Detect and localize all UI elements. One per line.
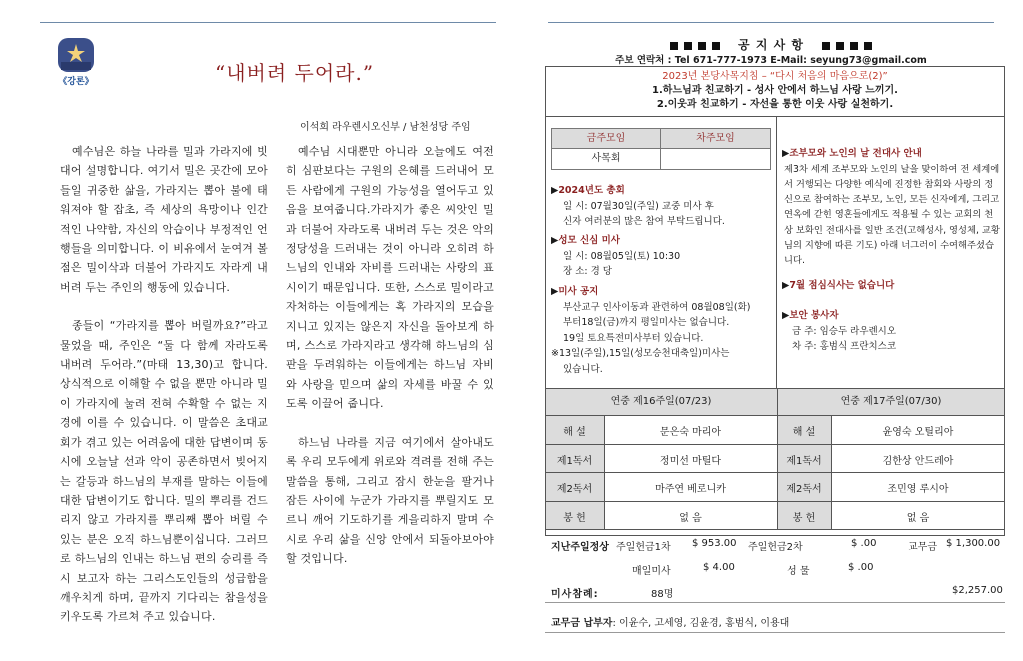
divider xyxy=(776,116,777,388)
notice-line: 차 주: 홍범식 프란치스코 xyxy=(792,341,897,352)
paragraph: 하느님 나라를 지금 여기에서 살아내도록 우리 모두에게 위로와 격려를 전해 주는 말씀을 통해, 그리고 잠시 한눈을 팔거나 잠든 사이에 누군가 가라지를 뿌릴지도 모르니 깨어 기도하기를 게을리하지 말며 수시로 우리 삶을 신앙 안에서 되돌아보아야 할 것입니다. xyxy=(286,435,494,566)
notice-heading: 미사 공지 xyxy=(558,286,599,297)
roster-name: 마주연 베로니카 xyxy=(655,484,726,495)
role-label: 해 설 xyxy=(792,427,816,438)
homily-badge xyxy=(55,36,97,90)
notice-heading: 2024년도 총회 xyxy=(558,185,625,196)
roster-name: 조민영 루시아 xyxy=(887,484,949,495)
offering1-label: 주일헌금1차 xyxy=(616,542,671,553)
badge-label: 《강론》 xyxy=(58,77,94,87)
notice-line: ※13일(주일),15일(성모승천대축일)미사는 xyxy=(551,348,730,359)
offering2-value: $ .00 xyxy=(851,538,877,549)
meeting-header: 차주모임 xyxy=(661,129,770,149)
notice-title: 공 지 사 항 xyxy=(738,38,804,52)
goods-value: $ .00 xyxy=(848,562,874,573)
meeting-header: 금주모임 xyxy=(552,129,661,149)
donors-list: : 이윤수, 고세영, 김윤경, 홍범식, 이용대 xyxy=(612,618,790,629)
meeting-table xyxy=(551,128,771,170)
notice-heading: 보안 봉사자 xyxy=(789,310,839,321)
notice-heading: 조부모와 노인의 날 전대사 안내 xyxy=(789,148,922,159)
role-label: 제1독서 xyxy=(786,456,822,467)
paragraph: 종들이 “가라지를 뽑아 버릴까요?”라고 물었을 때, 주인은 “둘 다 함께 자라도록 내버려 두어라.”(마태 13,30)고 합니다. 상식적으로 이해할 수 없을 뿐만 아니라 밀이 가라지에 눌려 전혀 수확할 수 없는 지경에 이를 수 있습니다. 이 말씀은 초대교회가 겪고 있는 어려움에 대한 답변이며 동시에 오늘날 선과 악이 공존하면서 빚어지는 갈등과 하느님의 부재를 말하는 이들에 대한 답변이기도 합니다. 밀의 뿌리를 건드리지 않고 가라지를 뿌리째 뽑아 버릴 수 있는 분은 오직 하느님뿐이십니다. 그러므로 하느님의 인내는 하느님 편의 승리를 즉시 보고자 하는 그리스도인들의 성급함을 깨우치게 하며, 끝까지 기다리는 참을성을 키우도록 가르쳐 주고 있습니다. xyxy=(60,319,268,624)
role-label: 제2독서 xyxy=(786,484,822,495)
attendance-label: 미사참례: xyxy=(551,589,599,600)
total-value: $2,257.00 xyxy=(952,585,1003,596)
notice-line: 금 주: 임승두 라우렌시오 xyxy=(792,325,897,337)
role-label: 제2독서 xyxy=(556,484,593,495)
offering1-value: $ 953.00 xyxy=(692,538,737,549)
notice-line: 일 시: 08월05일(토) 10:30 xyxy=(563,250,681,262)
dues-value: $ 1,300.00 xyxy=(946,538,1001,549)
finance-label: 지난주일정상 xyxy=(551,542,609,553)
sermon-column-2 xyxy=(286,142,494,569)
roster-name: 정미선 마틸다 xyxy=(659,456,722,467)
notice-general-assembly: ▶2024년도 총회 일 시: 07월30일(주일) 교중 미사 후 신자 여러분의 많은 참여 부탁드립니다. xyxy=(551,183,773,230)
week-header: 연중 제17주일(07/30) xyxy=(840,396,942,407)
notice-line: 신자 여러분의 많은 참여 부탁드립니다. xyxy=(563,216,725,227)
notice-line: 부터18일(금)까지 평일미사는 없습니다. xyxy=(563,317,730,328)
donors-line xyxy=(551,614,789,629)
motto-title: 2023년 본당사목지침 – “다시 처음의 마음으로(2)” xyxy=(662,71,888,82)
notice-security: ▶보안 봉사자 금 주: 임승두 라우렌시오 차 주: 홍범식 프란치스코 xyxy=(782,308,1000,355)
role-label: 봉 헌 xyxy=(563,513,586,524)
roster-name: 김한상 안드레아 xyxy=(882,456,954,467)
author-line: 이석희 라우렌시오신부 / 남천성당 주임 xyxy=(300,122,471,133)
paragraph: 예수님은 하늘 나라를 밀과 가라지에 빗대어 설명합니다. 여기서 밀은 곳간에 모아들일 귀중한 삶을, 가라지는 뽑아 불에 태워져야 할 잡초, 즉 세상의 욕망이나 인간적인 나약함, 자신의 악습이나 부정적인 언행들을 의미합니다. 이 비유에서 눈여겨 볼 점은 밀이삭과 더불어 가라지도 자라게 내버려 두는 주인의 행동에 있습니다. xyxy=(60,145,268,294)
divider xyxy=(545,632,1005,633)
offering2-label: 주일헌금2차 xyxy=(748,542,803,553)
notice-lunch: ▶7월 점심식사는 없습니다 xyxy=(782,280,895,291)
motto-line: 1.하느님과 친교하기 - 성사 안에서 하느님 사랑 느끼기. xyxy=(652,85,898,96)
motto-line: 2.이웃과 친교하기 - 자선을 통한 이웃 사랑 실천하기. xyxy=(656,99,894,110)
notice-line: 일 시: 07월30일(주일) 교중 미사 후 xyxy=(563,200,714,212)
notice-indulgence: ▶조부모와 노인의 날 전대사 안내 제3차 세계 조부모와 노인의 날을 맞이하여 전 세계에서 거행되는 다양한 예식에 진정한 참회와 사랑의 정신으로 참여하는 조부모, 노인, 모든 신자에게, 그리고 연옥에 갇힌 영혼들에게도 적용될 수 있는 교회의 천상 보화인 전대사를 일반 조건(고해성사, 영성체, 교황님의 지향에 따른 기도) 아래 너그러이 수여해주셨습니다. xyxy=(782,146,1000,269)
roster-name: 없 음 xyxy=(906,513,930,524)
notice-marian-mass: ▶성모 신심 미사 일 시: 08월05일(토) 10:30 장 소: 경 당 xyxy=(551,233,773,280)
contact-line: 주보 연락처 : Tel 671-777-1973 E-Mail: seyung73@gmail.com xyxy=(615,55,927,66)
divider xyxy=(545,116,1005,117)
paragraph: 예수님 시대뿐만 아니라 오늘에도 여전히 심판보다는 구원의 은혜를 드러내어 모든 사람에게 구원의 가능성을 열어두고 있음을 보여줍니다.가라지가 좋은 씨앗인 밀과 더불어 자라도록 내버려 두는 것은 악의 정당성을 드러내는 것이 아니라 오히려 하느님의 인내와 자비를 드러내는 사랑의 표시이기 때문입니다. 또한, 스스로 밀이라고 자처하는 이들에게는 혹 가라지의 모습을 지니고 있지는 않은지 자신을 돌아보게 하며, 스스로 가라지라고 생각해 하느님의 심판을 두려워하는 이들에게는 하느님 자비와 사랑을 믿으며 삶의 자세를 바꿀 수 있도록 이끌어 줍니다. xyxy=(286,145,494,411)
roster-name: 없 음 xyxy=(679,513,702,524)
notice-line: 19일 토요특전미사부터 있습니다. xyxy=(563,332,704,344)
top-rule-right xyxy=(548,22,994,23)
divider xyxy=(545,602,1005,603)
attendance-value: 88명 xyxy=(651,589,674,600)
duty-roster-table xyxy=(545,388,1005,530)
notice-text: 제3차 세계 조부모와 노인의 날을 맞이하여 전 세계에서 거행되는 다양한 예식에 진정한 참회와 사랑의 정신으로 참여하는 조부모, 노인, 모든 신자에게, 그리고 연옥에 갇힌 영혼들에게도 적용될 수 있는 교회의 천상 보화인 전대사를 일반 조건(고해성사, 영성체, 교황님의 지향에 따른 기도) 아래 너그러이 수여해주셨습니다. xyxy=(784,163,1000,267)
roster-name: 윤영숙 오틸리아 xyxy=(882,427,954,438)
notice-heading: 7월 점심식사는 없습니다 xyxy=(789,280,895,291)
notice-mass: ▶미사 공지 부산교구 인사이동과 관련하여 08월08일(화) 부터18일(금)까지 평일미사는 없습니다. 19일 토요특전미사부터 있습니다. ※13일(주일),15일(성모승천대축일)미사는 있습니다. xyxy=(551,284,773,377)
dues-label: 교무금 xyxy=(908,542,937,553)
notice-header xyxy=(548,36,994,53)
pastoral-motto xyxy=(545,70,1005,112)
top-rule-left xyxy=(40,22,496,23)
sermon-column-1 xyxy=(60,142,268,627)
notice-line: 있습니다. xyxy=(563,363,603,375)
daily-mass-value: $ 4.00 xyxy=(703,562,735,573)
week-header: 연중 제16주일(07/23) xyxy=(610,396,712,407)
notice-heading: 성모 신심 미사 xyxy=(558,235,620,246)
roster-name: 문은숙 마리아 xyxy=(659,427,722,438)
daily-mass-label: 매일미사 xyxy=(632,566,671,577)
role-label: 해 설 xyxy=(563,427,586,438)
role-label: 봉 헌 xyxy=(792,513,816,524)
meeting-cell: 사목회 xyxy=(552,149,661,169)
goods-label: 성 물 xyxy=(787,566,810,577)
notice-line: 부산교구 인사이동과 관련하여 08월08일(화) xyxy=(563,301,751,313)
notice-line: 장 소: 경 당 xyxy=(563,266,612,277)
sermon-title: “내버려 두어라.” xyxy=(215,61,375,85)
donors-label: 교무금 납부자 xyxy=(551,618,613,629)
role-label: 제1독서 xyxy=(556,456,593,467)
